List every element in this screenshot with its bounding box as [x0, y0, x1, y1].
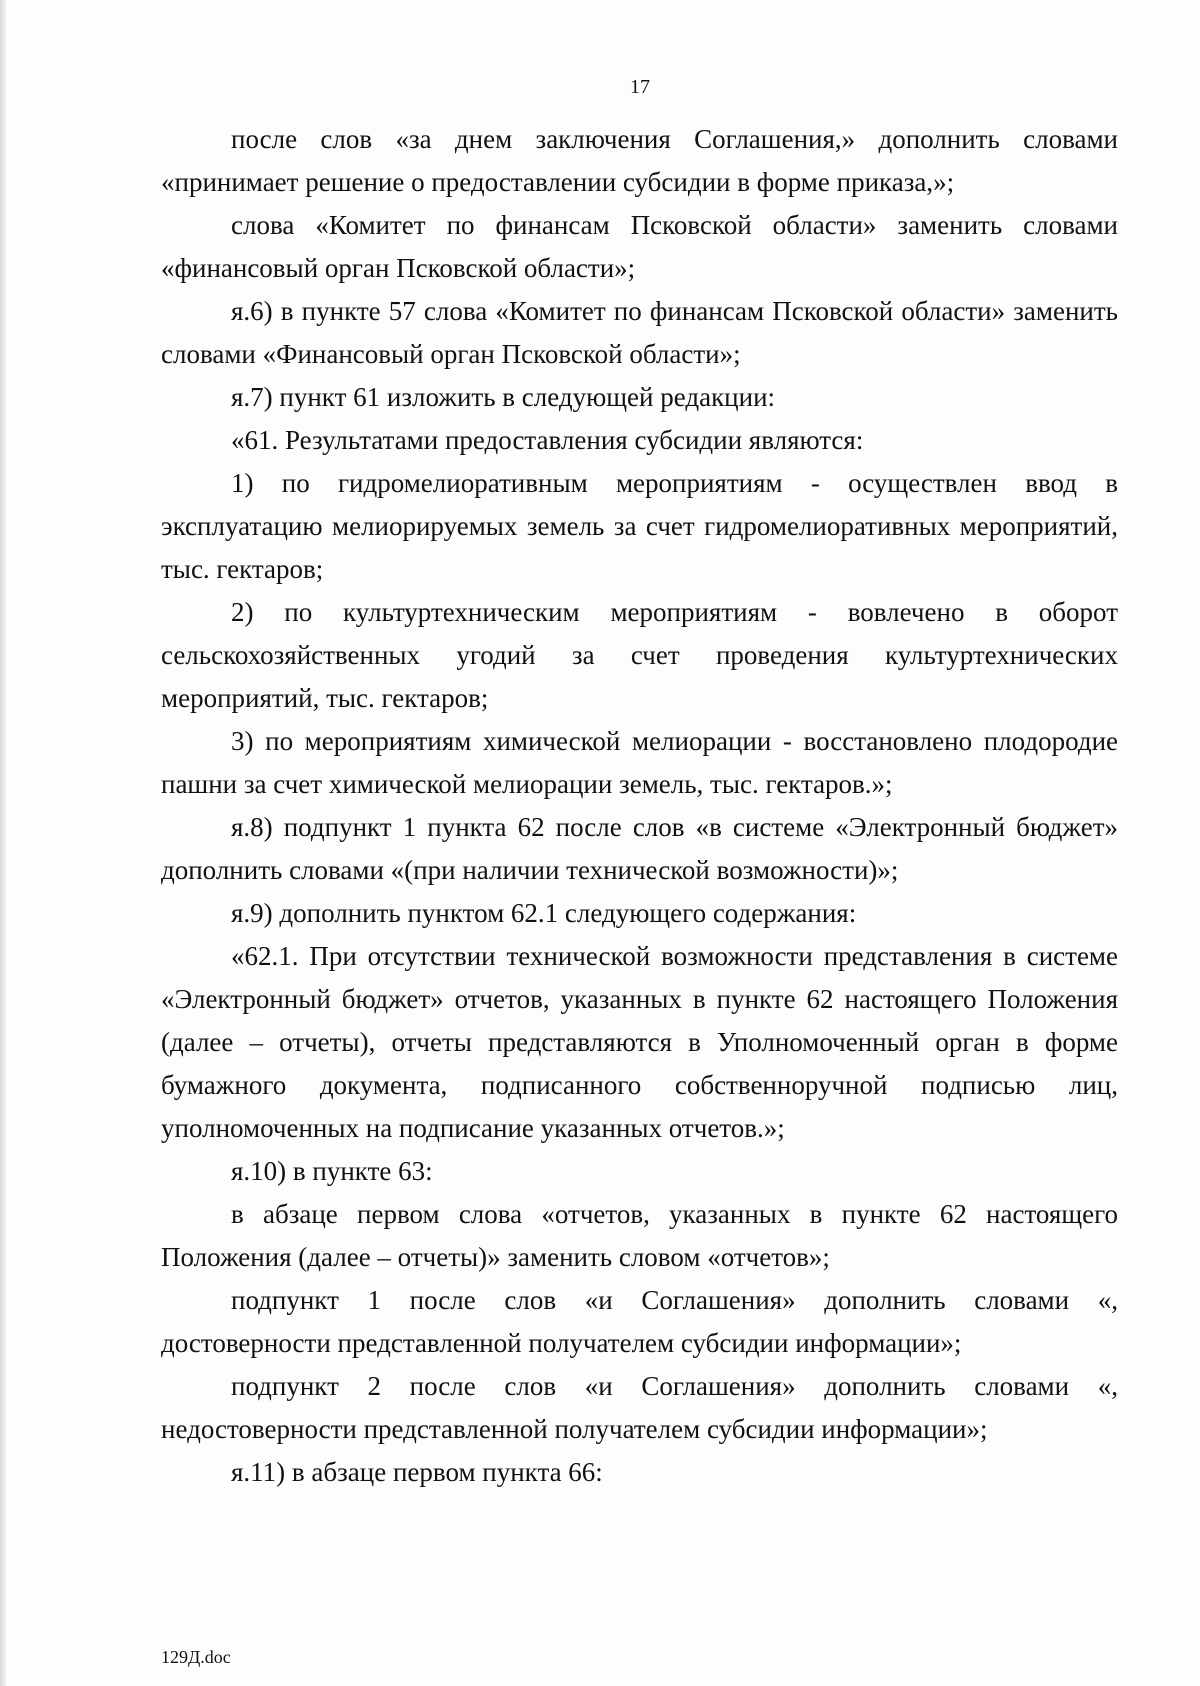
paragraph: 2) по культуртехническим мероприятиям - вовлечено в оборот сельскохозяйственных угодий за счет проведения культуртехнических мероприятий, тыс. гектаров;	[161, 597, 1118, 713]
paragraph: 1) по гидромелиоративным мероприятиям - осуществлен ввод в эксплуатацию мелиорируемых земель за счет гидромелиоративных мероприятий, тыс. гектаров;	[161, 468, 1118, 584]
page-number: 17	[630, 76, 650, 98]
footer-file-name: 129Д.doc	[161, 1647, 231, 1667]
scan-edge	[0, 0, 6, 1686]
paragraph: в абзаце первом слова «отчетов, указанных в пункте 62 настоящего Положения (далее – отчеты)» заменить словом «отчетов»;	[161, 1199, 1118, 1272]
paragraph: 3) по мероприятиям химической мелиорации - восстановлено плодородие пашни за счет химической мелиорации земель, тыс. гектаров.»;	[161, 726, 1118, 799]
paragraph: «62.1. При отсутствии технической возможности представления в системе «Электронный бюджет» отчетов, указанных в пункте 62 настоящего Положения (далее – отчеты), отчеты представляются в Уполномоченный орган в форме бумажного документа, подписанного собственноручной подписью лиц, уполномоченных на подписание указанных отчетов.»;	[161, 941, 1118, 1143]
paragraph: я.10) в пункте 63:	[231, 1156, 433, 1186]
paragraph: я.6) в пункте 57 слова «Комитет по финансам Псковской области» заменить словами «Финансовый орган Псковской области»;	[161, 296, 1118, 369]
paragraph: после слов «за днем заключения Соглашения,» дополнить словами «принимает решение о предоставлении субсидии в форме приказа,»;	[161, 124, 1118, 197]
paragraph: подпункт 2 после слов «и Соглашения» дополнить словами «, недостоверности представленной получателем субсидии информации»;	[161, 1371, 1118, 1444]
paragraph: я.11) в абзаце первом пункта 66:	[231, 1457, 603, 1487]
document-body	[161, 118, 1118, 1494]
paragraph: я.9) дополнить пунктом 62.1 следующего содержания:	[231, 898, 857, 928]
paragraph: я.7) пункт 61 изложить в следующей редакции:	[231, 382, 776, 412]
paragraph: подпункт 1 после слов «и Соглашения» дополнить словами «, достоверности представленной получателем субсидии информации»;	[161, 1285, 1118, 1358]
paragraph: я.8) подпункт 1 пункта 62 после слов «в системе «Электронный бюджет» дополнить словами «(при наличии технической возможности)»;	[161, 812, 1118, 885]
paragraph: слова «Комитет по финансам Псковской области» заменить словами «финансовый орган Псковской области»;	[161, 210, 1118, 283]
paragraph: «61. Результатами предоставления субсидии являются:	[231, 425, 864, 455]
